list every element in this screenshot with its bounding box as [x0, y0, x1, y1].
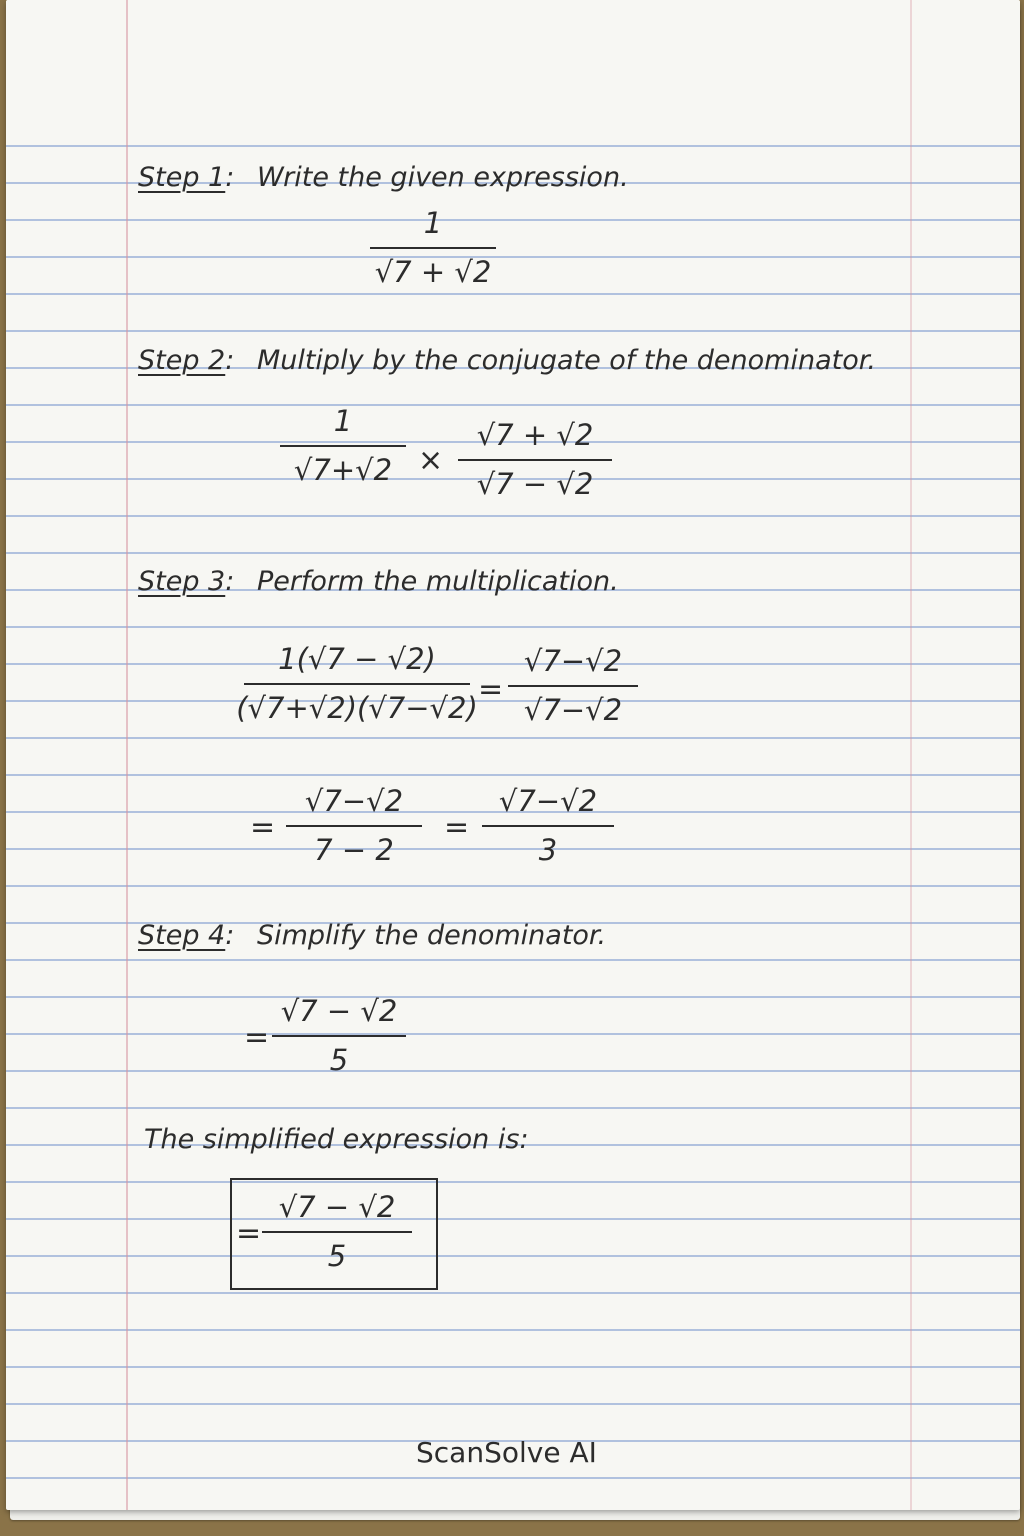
step-4-fraction — [272, 994, 406, 1078]
answer-fraction — [262, 1190, 412, 1274]
fraction-bar — [244, 683, 470, 685]
step-3-fraction-d — [482, 784, 614, 868]
equals-sign: = — [478, 672, 504, 707]
brand-footer: ScanSolve AI — [416, 1436, 597, 1469]
right-margin-line — [910, 0, 912, 1510]
fraction-denominator: 7 − 2 — [314, 832, 394, 867]
fraction-numerator: √7 − √2 — [278, 1190, 396, 1224]
step-4-heading: Step 4: Simplify the denominator. — [138, 920, 607, 951]
fraction-bar — [262, 1231, 412, 1233]
fraction-bar — [458, 459, 612, 461]
conclusion-text: The simplified expression is: — [144, 1124, 529, 1155]
fraction-denominator: √7 − √2 — [476, 466, 594, 501]
step-2-text: Multiply by the conjugate of the denominator. — [256, 345, 876, 376]
equals-sign: = — [244, 1020, 270, 1055]
fraction-numerator: 1(√7 − √2) — [278, 642, 436, 676]
step-3-heading: Step 3: Perform the multiplication. — [138, 566, 619, 597]
fraction-numerator: √7 − √2 — [280, 994, 398, 1028]
step-3-fraction-b — [508, 644, 638, 728]
step-4-text: Simplify the denominator. — [256, 920, 607, 951]
notebook-page — [6, 0, 1020, 1510]
fraction-numerator: 1 — [333, 404, 353, 438]
fraction-denominator: √7 + √2 — [374, 254, 492, 289]
fraction-denominator: 5 — [329, 1042, 349, 1077]
step-2-label: Step 2 — [138, 345, 226, 376]
step-2-fraction-1 — [280, 404, 406, 488]
left-margin-line — [126, 0, 128, 1510]
fraction-bar — [280, 445, 406, 447]
step-3-text: Perform the multiplication. — [256, 566, 619, 597]
fraction-numerator: √7−√2 — [498, 784, 598, 818]
fraction-bar — [508, 685, 638, 687]
fraction-denominator: √7−√2 — [523, 692, 623, 727]
fraction-numerator: √7 + √2 — [476, 418, 594, 452]
fraction-numerator: √7−√2 — [523, 644, 623, 678]
step-3-fraction-a — [236, 642, 478, 726]
step-1-text: Write the given expression. — [256, 162, 629, 193]
fraction-numerator: 1 — [423, 206, 443, 240]
step-2-fraction-2 — [458, 418, 612, 502]
fraction-bar — [272, 1035, 406, 1037]
fraction-denominator: √7+√2 — [293, 452, 393, 487]
step-1-fraction — [370, 206, 496, 290]
step-1-heading: Step 1: Write the given expression. — [138, 162, 629, 193]
fraction-denominator: 5 — [327, 1238, 347, 1273]
equals-sign: = — [444, 810, 470, 845]
fraction-numerator: √7−√2 — [304, 784, 404, 818]
step-1-label: Step 1 — [138, 162, 226, 193]
fraction-bar — [286, 825, 422, 827]
fraction-bar — [370, 247, 496, 249]
fraction-denominator: (√7+√2)(√7−√2) — [236, 690, 478, 725]
step-2-heading: Step 2: Multiply by the conjugate of the denominator. — [138, 345, 876, 376]
step-4-label: Step 4 — [138, 920, 226, 951]
equals-sign: = — [236, 1216, 262, 1251]
step-3-fraction-c — [286, 784, 422, 868]
step-3-label: Step 3 — [138, 566, 226, 597]
fraction-denominator: 3 — [538, 832, 558, 867]
times-sign: × — [418, 443, 444, 478]
equals-sign: = — [250, 810, 276, 845]
fraction-bar — [482, 825, 614, 827]
